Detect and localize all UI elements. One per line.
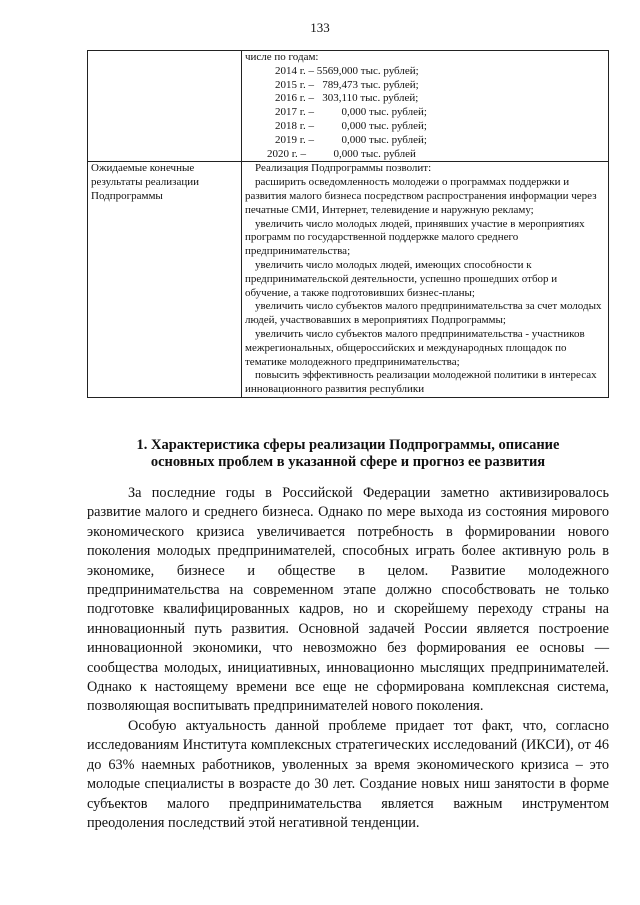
body-paragraph: За последние годы в Российской Федерации заметно активизировалось развитие малого и среднего бизнеса. Однако по мере выхода из состояния мирового экономического кризиса увеличивается потребность в формировании нового поколения молодых предпринимателей, способных играть более активную роль в экономике, бизнесе и обществе в целом. Развитие молодежного предпринимательства на современном этапе должно способствовать не только подготовке квалифицированных кадров, но и скорейшему переходу страны на инновационный путь развития. Основной задачей России является построение инновационной экономики, что невозможно без формирования ее основы — сообщества молодых, инициативных, инновационно мыслящих предпринимателей. Однако к настоящему времени все еще не сформирована комплексная система, позволяющая воспитывать предпринимателей нового поколения. — [87, 485, 609, 715]
funding-year-2014: 2014 г. – 5569,000 тыс. рублей; — [275, 64, 419, 77]
results-item: увеличить число субъектов малого предпринимательства за счет молодых людей, участвовавших в мероприятиях Подпрограммы; — [245, 300, 602, 327]
page-number: 133 — [310, 20, 330, 35]
body-paragraph: Особую актуальность данной проблеме придает тот факт, что, согласно исследованиям Института комплексных стратегических исследований (ИКСИ), от 46 до 63% наемных работников, уволенных за время экономического кризиса – это молодые специалисты в возрасте до 30 лет. Создание новых ниш занятости в форме субъектов малого предпринимательства является важным инструментом преодоления последствий этой негативной тенденции. — [87, 717, 609, 831]
results-value-cell — [242, 162, 609, 398]
funding-year-2019: 2019 г. – 0,000 тыс. рублей; — [275, 133, 427, 146]
funding-intro: числе по годам: — [245, 51, 319, 63]
results-item: увеличить число молодых людей, имеющих способности к предпринимательской деятельности, успешно прошедших отбор и обучение, а также подготовивших бизнес-планы; — [245, 258, 558, 299]
funding-value-cell — [242, 51, 609, 162]
funding-year-2018: 2018 г. – 0,000 тыс. рублей; — [275, 119, 427, 132]
results-row — [88, 162, 609, 398]
results-item: увеличить число молодых людей, принявших участие в мероприятиях программ по государственной поддержке малого среднего предпринимательства; — [245, 217, 585, 258]
results-label: Ожидаемые конечные результаты реализации Подпрограммы — [88, 162, 242, 398]
funding-year-2015: 2015 г. – 789,473 тыс. рублей; — [275, 78, 419, 91]
section-title-line1: 1. Характеристика сферы реализации Подпрограммы, описание — [136, 437, 560, 453]
section-body — [87, 484, 609, 833]
funding-label-cell — [88, 51, 242, 162]
funding-year-2020: 2020 г. – 0,000 тыс. рублей — [267, 147, 416, 160]
funding-row — [88, 51, 609, 162]
funding-year-2016: 2016 г. – 303,110 тыс. рублей; — [275, 92, 419, 105]
results-item: повысить эффективность реализации молодежной политики в интересах инновационного развития республики — [245, 369, 597, 396]
results-item: увеличить число субъектов малого предпринимательства - участников межрегиональных, общероссийских и международных площадок по тематике молодежного предпринимательства; — [245, 327, 585, 368]
subprogram-passport-table — [87, 50, 609, 398]
section-title — [87, 437, 609, 471]
results-item: расширить осведомленность молодежи о программах поддержки и развития малого бизнеса посредством распространения информации через печатные СМИ, Интернет, телевидение и наружную рекламу; — [245, 176, 597, 216]
results-intro: Реализация Подпрограммы позволит: — [255, 162, 432, 175]
section-title-line2: основных проблем в указанной сфере и прогноз ее развития — [150, 454, 546, 470]
funding-year-2017: 2017 г. – 0,000 тыс. рублей; — [275, 106, 427, 119]
